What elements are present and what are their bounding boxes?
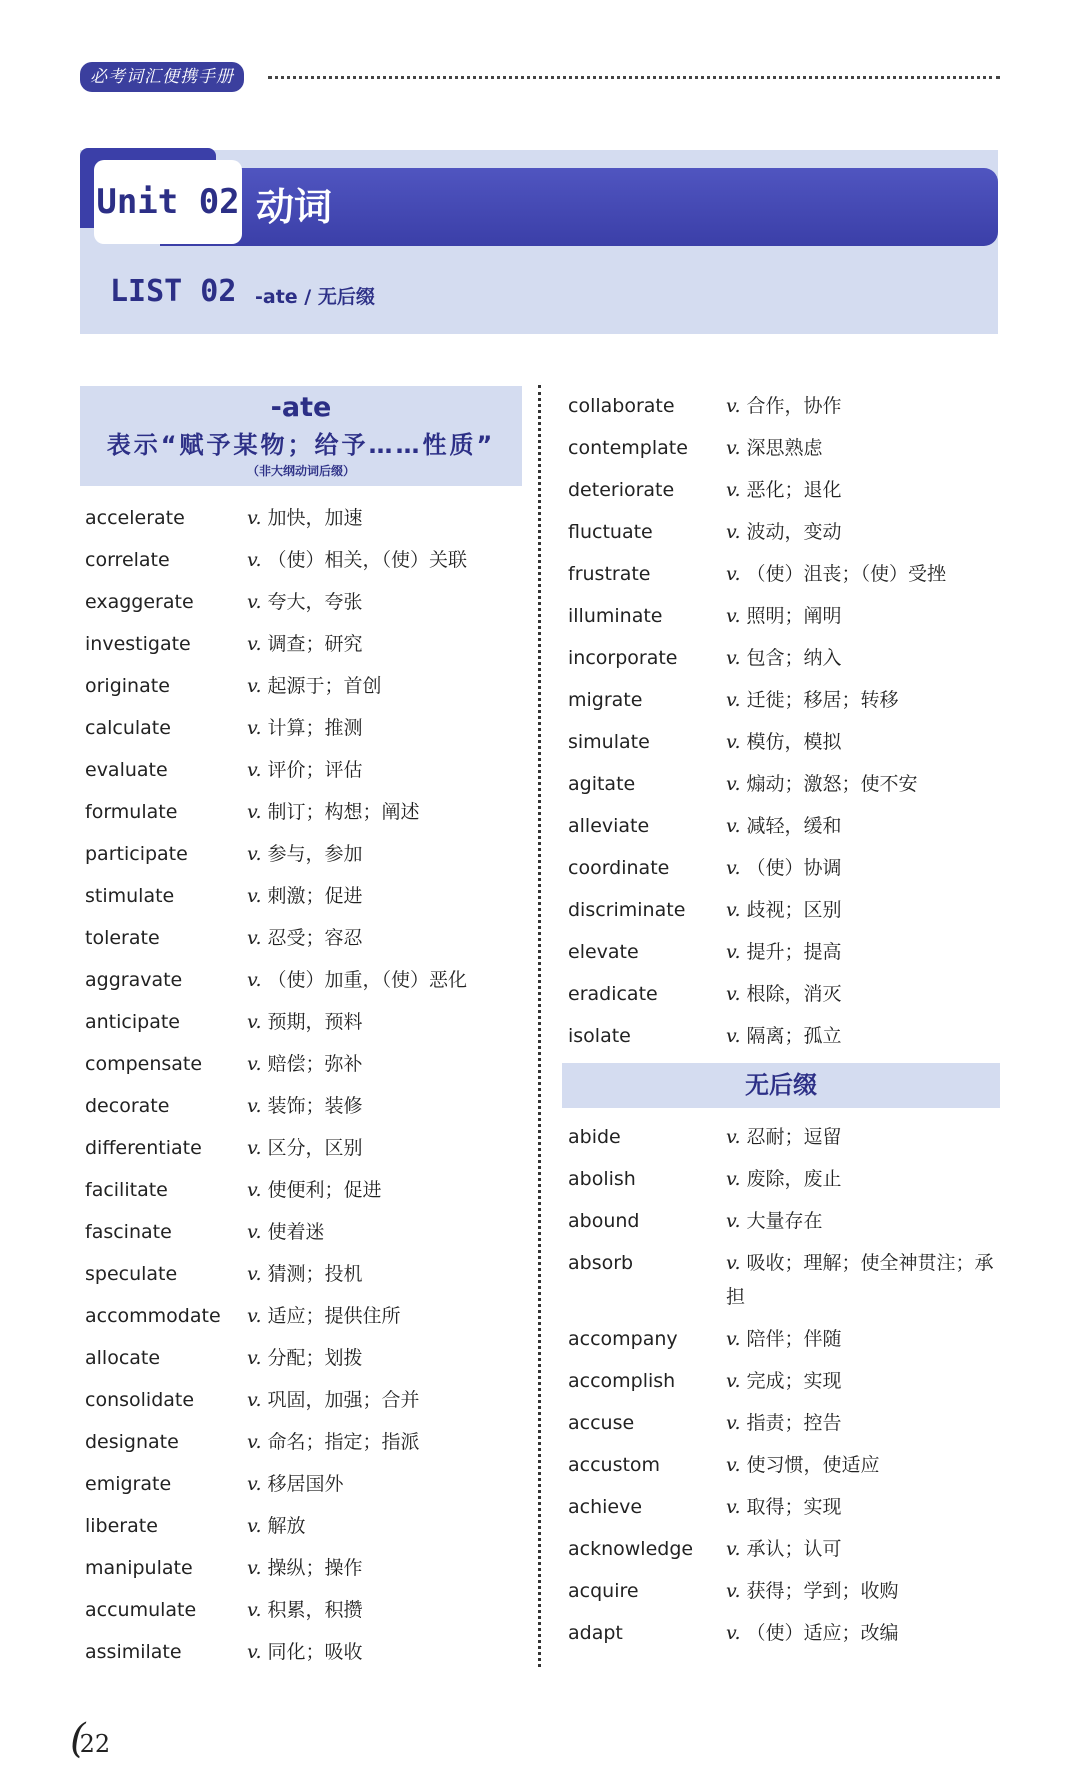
part-of-speech: v. [247,675,262,697]
vocab-entry [568,1361,998,1403]
vocab-word: accustom [568,1454,661,1476]
vocab-word: acknowledge [568,1538,694,1560]
definition-text: 评价；评估 [267,759,363,781]
vocab-word: abolish [568,1168,636,1190]
part-of-speech: v. [247,1599,262,1621]
vocab-definition [247,1254,525,1294]
part-of-speech: v. [726,521,741,543]
definition-text: 提升；提高 [746,941,842,963]
vocab-definition [726,1243,998,1314]
vocab-definition [247,1590,525,1630]
definition-text: 减轻，缓和 [746,815,842,837]
vocab-word: decorate [85,1095,170,1117]
section-ate-meaning: 表示“赋予某物；给予……性质” [106,431,496,459]
header-dotted-rule [268,76,1000,79]
vocab-entry [85,1002,525,1044]
definition-text: 合作，协作 [746,395,842,417]
vocab-word: evaluate [85,759,168,781]
vocab-definition [726,1529,998,1569]
section-ate-note: （非大纲动词后缀） [246,464,355,478]
vocab-definition [247,1506,525,1546]
vocab-word: migrate [568,689,643,711]
vocab-entry [568,1243,998,1319]
definition-text: 歧视；区别 [746,899,842,921]
part-of-speech: v. [247,927,262,949]
definition-text: 移居国外 [267,1473,344,1495]
vocab-word: consolidate [85,1389,195,1411]
vocab-word: absorb [568,1252,634,1274]
vocab-definition [247,1548,525,1588]
vocab-word: accelerate [85,507,185,529]
part-of-speech: v. [726,1328,741,1350]
vocab-definition [726,1613,998,1653]
definition-text: 迁徙；移居；转移 [746,689,899,711]
definition-text: 起源于；首创 [267,675,382,697]
part-of-speech: v. [247,1431,262,1453]
vocab-entry [85,624,525,666]
definition-text: 使着迷 [267,1221,325,1243]
part-of-speech: v. [726,983,741,1005]
part-of-speech: v. [726,1126,741,1148]
definition-text: 承认；认可 [746,1538,842,1560]
vocab-definition [726,512,998,552]
vocab-definition [726,1571,998,1611]
definition-text: 赔偿；弥补 [267,1053,363,1075]
vocab-word: adapt [568,1622,623,1644]
section-header-ate [80,386,522,486]
vocab-entry [85,834,525,876]
part-of-speech: v. [726,815,741,837]
vocab-definition [726,806,998,846]
part-of-speech: v. [726,1580,741,1602]
vocab-definition [247,918,525,958]
vocab-definition [247,876,525,916]
list-subtitle: -ate / 无后缀 [255,286,375,308]
vocab-word: manipulate [85,1557,193,1579]
definition-text: 刺激；促进 [267,885,363,907]
word-list-right-no-suffix [568,1117,998,1655]
definition-text: 照明；阐明 [746,605,842,627]
vocab-entry [85,666,525,708]
vocab-word: differentiate [85,1137,202,1159]
definition-text: 装饰；装修 [267,1095,363,1117]
definition-text: 调查；研究 [267,633,363,655]
vocab-entry [568,806,998,848]
vocab-entry [568,1016,998,1058]
vocab-word: participate [85,843,188,865]
vocab-definition [726,680,998,720]
vocab-definition [247,666,525,706]
vocab-word: acquire [568,1580,639,1602]
definition-text: 区分，区别 [267,1137,363,1159]
vocab-definition [726,848,998,888]
vocab-definition [726,1319,998,1359]
vocab-definition [247,1002,525,1042]
vocab-entry [85,1590,525,1632]
vocab-definition [726,1159,998,1199]
part-of-speech: v. [247,1389,262,1411]
vocab-definition [247,1464,525,1504]
vocab-definition [726,1117,998,1157]
vocab-entry [568,1319,998,1361]
definition-text: 忍受；容忍 [267,927,363,949]
part-of-speech: v. [726,1454,741,1476]
vocab-word: discriminate [568,899,686,921]
vocab-definition [247,960,525,1000]
definition-text: 适应；提供住所 [267,1305,401,1327]
definition-text: 制订；构想；阐述 [267,801,420,823]
vocab-definition [247,1170,525,1210]
vocab-definition [726,1487,998,1527]
part-of-speech: v. [726,437,741,459]
vocab-definition [247,792,525,832]
vocab-entry [568,428,998,470]
vocab-word: achieve [568,1496,643,1518]
vocab-word: accompany [568,1328,678,1350]
vocab-entry [568,890,998,932]
definition-text: 陪伴；伴随 [746,1328,842,1350]
vocab-word: formulate [85,801,178,823]
vocab-definition [726,596,998,636]
vocab-definition [247,1086,525,1126]
section-header-no-suffix: 无后缀 [562,1063,1000,1108]
definition-text: 夸大，夸张 [267,591,363,613]
vocab-word: isolate [568,1025,631,1047]
definition-text: 获得；学到；收购 [746,1580,899,1602]
vocab-entry [85,1296,525,1338]
vocab-definition [247,1044,525,1084]
definition-text: 模仿，模拟 [746,731,842,753]
vocab-entry [85,1338,525,1380]
vocab-definition [726,1016,998,1056]
vocab-definition [726,1361,998,1401]
vocab-definition [726,428,998,468]
part-of-speech: v. [247,1641,262,1663]
part-of-speech: v. [247,1095,262,1117]
part-of-speech: v. [247,1347,262,1369]
definition-text: 恶化；退化 [746,479,842,501]
definition-text: （使）协调 [746,857,842,879]
vocab-word: facilitate [85,1179,168,1201]
definition-text: 指责；控告 [746,1412,842,1434]
section-ate-title: -ate [270,392,332,423]
vocab-entry [568,386,998,428]
definition-text: 隔离；孤立 [746,1025,842,1047]
vocab-entry [85,960,525,1002]
vocab-definition [247,1296,525,1336]
vocab-entry [85,1044,525,1086]
vocab-entry [568,638,998,680]
vocab-word: agitate [568,773,636,795]
vocab-entry [85,1170,525,1212]
vocab-word: illuminate [568,605,663,627]
definition-text: 吸收；理解；使全神贯注；承担 [726,1252,994,1308]
vocab-word: accommodate [85,1305,221,1327]
part-of-speech: v. [247,1263,262,1285]
part-of-speech: v. [247,1137,262,1159]
vocab-entry [85,792,525,834]
definition-text: （使）相关，（使）关联 [267,549,468,571]
vocab-word: tolerate [85,927,160,949]
definition-text: 忍耐；逗留 [746,1126,842,1148]
vocab-entry [568,1201,998,1243]
definition-text: 命名；指定；指派 [267,1431,420,1453]
part-of-speech: v. [247,1473,262,1495]
vocab-word: elevate [568,941,639,963]
vocab-entry [85,876,525,918]
vocab-definition [247,750,525,790]
vocab-definition [726,764,998,804]
vocab-definition [247,498,525,538]
vocab-entry [568,932,998,974]
vocab-entry [568,596,998,638]
definition-text: 波动，变动 [746,521,842,543]
part-of-speech: v. [726,1538,741,1560]
column-divider [538,385,541,1667]
vocab-entry [85,540,525,582]
vocab-definition [726,1403,998,1443]
vocab-entry [568,1487,998,1529]
vocab-entry [568,680,998,722]
vocab-definition [247,834,525,874]
definition-text: （使）沮丧；（使）受挫 [746,563,947,585]
vocab-definition [726,1201,998,1241]
vocab-entry [568,1613,998,1655]
vocab-entry [85,1422,525,1464]
vocab-word: stimulate [85,885,175,907]
definition-text: 取得；实现 [746,1496,842,1518]
part-of-speech: v. [247,843,262,865]
definition-text: 完成；实现 [746,1370,842,1392]
definition-text: 计算；推测 [267,717,363,739]
definition-text: 积累，积攒 [267,1599,363,1621]
vocab-word: incorporate [568,647,678,669]
vocab-definition [247,582,525,622]
word-list-left [85,498,525,1674]
vocab-entry [85,918,525,960]
vocab-word: correlate [85,549,170,571]
vocab-word: aggravate [85,969,183,991]
vocab-definition [726,386,998,426]
part-of-speech: v. [247,1557,262,1579]
vocab-entry [568,1403,998,1445]
vocab-definition [726,1445,998,1485]
part-of-speech: v. [247,1515,262,1537]
vocab-word: accumulate [85,1599,197,1621]
vocab-word: contemplate [568,437,688,459]
definition-text: 加快，加速 [267,507,363,529]
vocab-entry [85,1632,525,1674]
vocab-definition [726,554,998,594]
part-of-speech: v. [726,479,741,501]
vocab-word: fluctuate [568,521,653,543]
vocab-entry [568,1117,998,1159]
part-of-speech: v. [726,941,741,963]
part-of-speech: v. [247,885,262,907]
vocab-entry [568,1159,998,1201]
vocab-definition [247,708,525,748]
vocab-entry [85,1254,525,1296]
vocab-word: investigate [85,633,191,655]
part-of-speech: v. [726,1252,741,1274]
part-of-speech: v. [726,1370,741,1392]
vocab-word: designate [85,1431,179,1453]
vocab-entry [568,554,998,596]
part-of-speech: v. [726,605,741,627]
part-of-speech: v. [247,1011,262,1033]
vocab-entry [85,1128,525,1170]
part-of-speech: v. [247,507,262,529]
part-of-speech: v. [247,717,262,739]
definition-text: 参与，参加 [267,843,363,865]
part-of-speech: v. [726,773,741,795]
vocab-word: simulate [568,731,650,753]
vocab-definition [726,722,998,762]
definition-text: 同化；吸收 [267,1641,363,1663]
part-of-speech: v. [726,731,741,753]
unit-title: 动词 [256,185,333,229]
part-of-speech: v. [247,1305,262,1327]
part-of-speech: v. [726,1025,741,1047]
part-of-speech: v. [247,969,262,991]
vocab-entry [85,1212,525,1254]
vocab-definition [247,540,525,580]
part-of-speech: v. [726,1622,741,1644]
definition-text: 深思熟虑 [746,437,823,459]
vocab-definition [726,932,998,972]
definition-text: 巩固，加强；合并 [267,1389,420,1411]
vocab-entry [568,1529,998,1571]
definition-text: 使便利；促进 [267,1179,382,1201]
page-number-flourish: ( [70,1716,86,1762]
vocab-entry [85,708,525,750]
vocab-definition [726,890,998,930]
vocab-entry [85,498,525,540]
definition-text: （使）加重，（使）恶化 [267,969,468,991]
vocab-entry [568,1571,998,1613]
book-title-tag: 必考词汇便携手册 [80,62,244,92]
part-of-speech: v. [247,801,262,823]
definition-text: 猜测；投机 [267,1263,363,1285]
vocab-entry [568,848,998,890]
vocab-entry [568,1445,998,1487]
vocab-entry [85,1464,525,1506]
part-of-speech: v. [726,1168,741,1190]
part-of-speech: v. [247,1179,262,1201]
definition-text: 操纵；操作 [267,1557,363,1579]
vocab-entry [568,512,998,554]
vocab-word: accomplish [568,1370,676,1392]
vocab-word: assimilate [85,1641,182,1663]
vocab-definition [726,470,998,510]
vocab-word: collaborate [568,395,675,417]
vocab-entry [568,470,998,512]
definition-text: 分配；划拨 [267,1347,363,1369]
vocab-definition [726,638,998,678]
part-of-speech: v. [247,1221,262,1243]
definition-text: 包含；纳入 [746,647,842,669]
part-of-speech: v. [726,857,741,879]
vocab-word: frustrate [568,563,651,585]
vocab-entry [85,1380,525,1422]
part-of-speech: v. [726,563,741,585]
vocab-definition [247,1632,525,1672]
definition-text: （使）适应；改编 [746,1622,899,1644]
vocab-definition [247,1128,525,1168]
definition-text: 解放 [267,1515,306,1537]
part-of-speech: v. [247,759,262,781]
part-of-speech: v. [247,1053,262,1075]
definition-text: 使习惯，使适应 [746,1454,880,1476]
vocab-definition [247,624,525,664]
part-of-speech: v. [726,1412,741,1434]
part-of-speech: v. [247,591,262,613]
vocab-word: anticipate [85,1011,180,1033]
part-of-speech: v. [726,899,741,921]
unit-number: Unit 02 [94,160,242,244]
vocab-entry [568,722,998,764]
vocab-word: deteriorate [568,479,675,501]
part-of-speech: v. [726,689,741,711]
vocab-word: fascinate [85,1221,172,1243]
vocab-entry [85,1548,525,1590]
definition-text: 大量存在 [746,1210,823,1232]
vocab-definition [247,1212,525,1252]
vocab-word: emigrate [85,1473,172,1495]
vocab-word: accuse [568,1412,635,1434]
vocab-entry [85,1506,525,1548]
vocab-word: alleviate [568,815,650,837]
vocab-definition [726,974,998,1014]
vocab-definition [247,1338,525,1378]
part-of-speech: v. [247,549,262,571]
vocab-entry [568,974,998,1016]
vocab-word: abound [568,1210,640,1232]
vocab-word: abide [568,1126,621,1148]
vocab-entry [85,1086,525,1128]
vocab-definition [247,1422,525,1462]
vocab-entry [568,764,998,806]
vocab-word: liberate [85,1515,158,1537]
page-number [70,1716,110,1762]
part-of-speech: v. [726,647,741,669]
vocab-entry [85,582,525,624]
vocab-word: speculate [85,1263,178,1285]
vocab-word: exaggerate [85,591,194,613]
vocab-entry [85,750,525,792]
definition-text: 根除，消灭 [746,983,842,1005]
vocab-word: coordinate [568,857,670,879]
vocab-word: originate [85,675,170,697]
part-of-speech: v. [726,1496,741,1518]
vocab-word: calculate [85,717,171,739]
vocab-word: eradicate [568,983,658,1005]
definition-text: 废除，废止 [746,1168,842,1190]
part-of-speech: v. [726,395,741,417]
vocab-definition [247,1380,525,1420]
part-of-speech: v. [726,1210,741,1232]
part-of-speech: v. [247,633,262,655]
list-label: LIST 02 [110,274,237,309]
definition-text: 预期，预料 [267,1011,363,1033]
vocab-word: allocate [85,1347,161,1369]
word-list-right-ate [568,386,998,1058]
definition-text: 煽动；激怒；使不安 [746,773,918,795]
vocab-word: compensate [85,1053,203,1075]
page-number-value: 22 [79,1730,111,1758]
